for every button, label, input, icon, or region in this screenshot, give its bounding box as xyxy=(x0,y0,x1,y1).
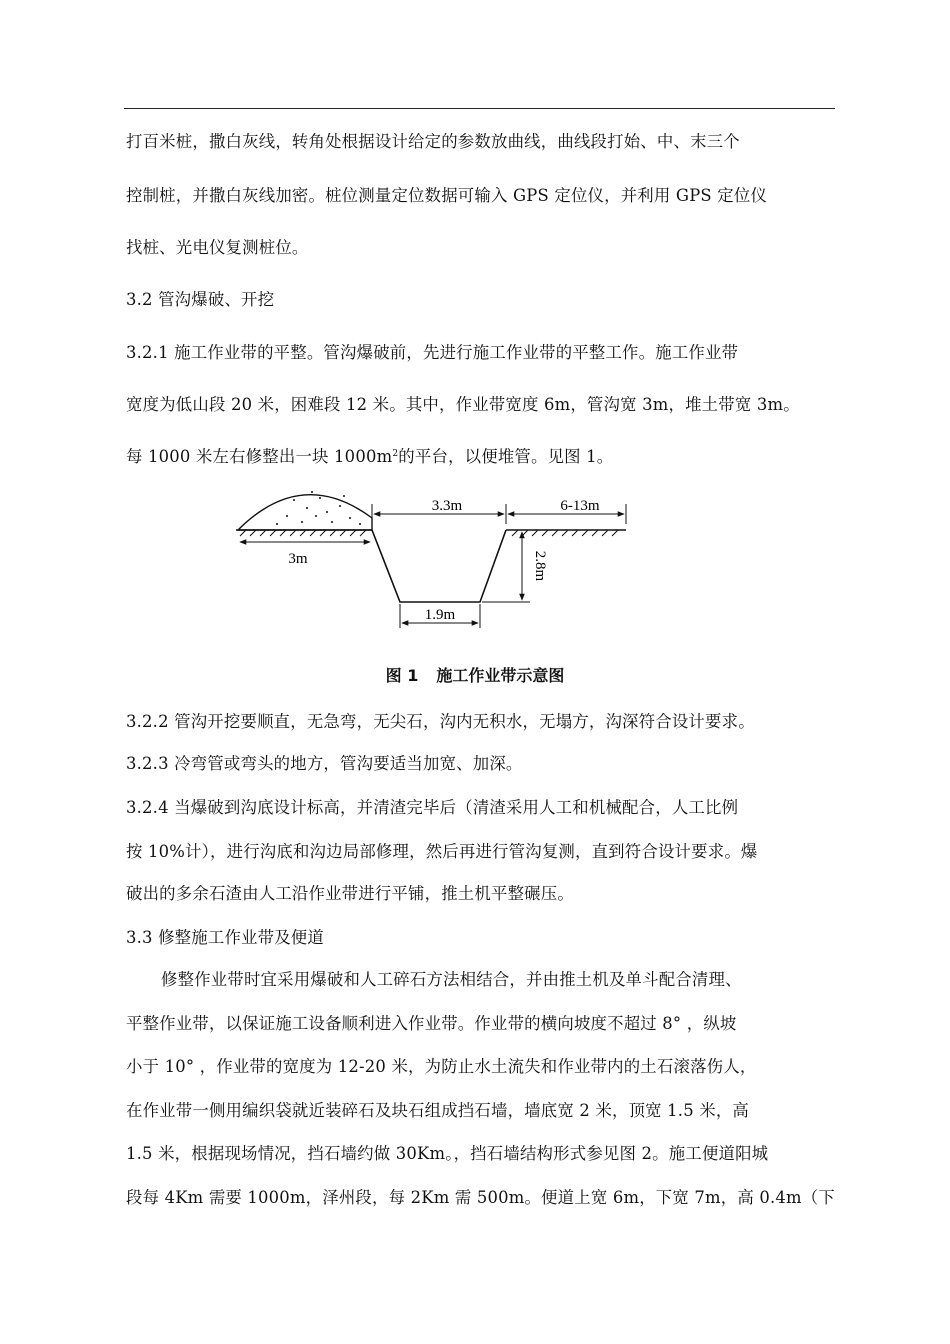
label-depth: 2.8m xyxy=(532,550,548,582)
section-heading: 3.3 修整施工作业带及便道 xyxy=(126,928,324,947)
figure-caption xyxy=(0,664,950,688)
label-top-width: 3.3m xyxy=(431,498,463,514)
text-line: 平整作业带，以保证施工设备顺利进入作业带。作业带的横向坡度不超过 8° ，纵坡 xyxy=(126,1014,737,1033)
section-heading: 3.2 管沟爆破、开挖 xyxy=(126,290,275,309)
text-line: 小于 10° ，作业带的宽度为 12-20 米，为防止水土流失和作业带内的土石滚落伤人， xyxy=(126,1057,757,1076)
text-fragment: 每 1000 米左右修整出一块 1000m xyxy=(126,447,393,466)
figure-number: 图 1 xyxy=(385,666,419,685)
label-bottom-width: 1.9m xyxy=(424,607,456,623)
text-line xyxy=(126,445,834,469)
ground-hatch-right xyxy=(512,530,618,536)
text-line: 按 10%计），进行沟底和沟边局部修理，然后再进行管沟复测，直到符合设计要求。爆 xyxy=(126,842,758,861)
figure-title: 施工作业带示意图 xyxy=(436,666,565,685)
text-line: 找桩、光电仪复测桩位。 xyxy=(126,238,309,257)
text-line: 在作业带一侧用编织袋就近装碎石及块石组成挡石墙，墙底宽 2 米，顶宽 1.5 米，高 xyxy=(126,1101,750,1120)
text-line: 3.2.1 施工作业带的平整。管沟爆破前，先进行施工作业带的平整工作。施工作业带 xyxy=(126,343,739,362)
text-fragment: 的平台，以便堆管。见图 1。 xyxy=(398,447,614,466)
ground-hatch-left xyxy=(240,530,366,536)
trench-diagram xyxy=(232,486,632,634)
text-line: 3.2.4 当爆破到沟底设计标高，并清渣完毕后（清渣采用人工和机械配合，人工比例 xyxy=(126,798,739,817)
text-line: 打百米桩，撒白灰线，转角处根据设计给定的参数放曲线，曲线段打始、中、末三个 xyxy=(126,132,740,151)
trench-profile xyxy=(372,530,506,602)
text-line: 1.5 米，根据现场情况，挡石墙约做 30Km。，挡石墙结构形式参见图 2。施工便道阳城 xyxy=(126,1144,769,1163)
superscript: 2 xyxy=(392,449,399,459)
text-line: 控制桩，并撒白灰线加密。桩位测量定位数据可输入 GPS 定位仪，并利用 GPS 定位仪 xyxy=(126,186,768,205)
text-line: 3.2.2 管沟开挖要顺直，无急弯，无尖石，沟内无积水，无塌方，沟深符合设计要求。 xyxy=(126,712,755,731)
label-spoil-width: 3m xyxy=(288,551,308,567)
text-line: 段每 4Km 需要 1000m，泽州段，每 2Km 需 500m。便道上宽 6m，下宽 7m，高 0.4m（下 xyxy=(126,1188,835,1207)
header-rule xyxy=(124,108,835,109)
text-line: 3.2.3 冷弯管或弯头的地方，管沟要适当加宽、加深。 xyxy=(126,754,523,773)
text-line: 破出的多余石渣由人工沿作业带进行平铺，推土机平整碾压。 xyxy=(126,884,574,903)
text-line: 修整作业带时宜采用爆破和人工碎石方法相结合，并由推土机及单斗配合清理、 xyxy=(161,970,742,989)
label-work-width: 6-13m xyxy=(560,498,600,514)
spoil-pile xyxy=(238,495,372,530)
text-line: 宽度为低山段 20 米，困难段 12 米。其中，作业带宽度 6m，管沟宽 3m，堆土带宽 3m。 xyxy=(126,395,800,414)
